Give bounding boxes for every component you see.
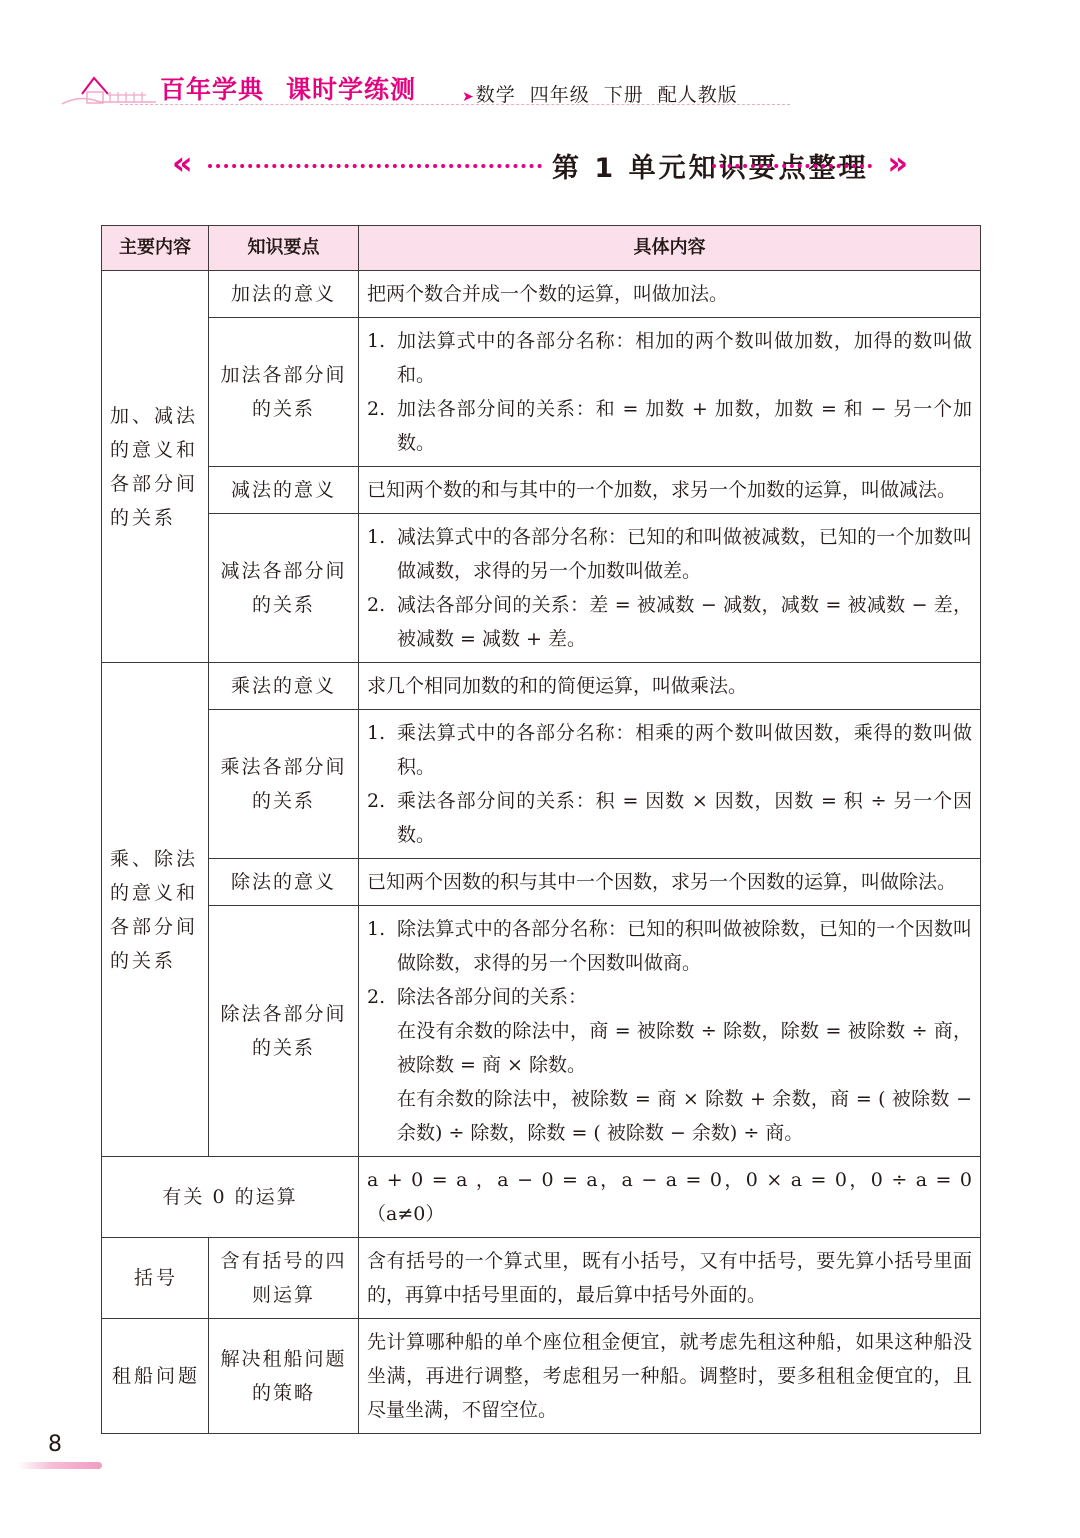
- table-header-row: [102, 226, 981, 271]
- edition-label: 配人教版: [657, 84, 738, 106]
- dotted-line-left: [208, 164, 542, 168]
- content-cell: 已知两个因数的积与其中一个因数，求另一个因数的运算，叫做除法。: [359, 859, 981, 906]
- topic-cell: 乘、除法的意义和各部分间的关系: [102, 663, 209, 1157]
- point-cell: 减法各部分间的关系: [209, 514, 359, 663]
- content-cell: 含有括号的一个算式里，既有小括号，又有中括号，要先算小括号里面的，再算中括号里面的，最后算中括号外面的。: [359, 1238, 981, 1319]
- topic-cell: 括号: [102, 1238, 209, 1319]
- list-item: 2. 除法各部分间的关系：: [367, 986, 588, 1008]
- knowledge-table: [101, 225, 981, 1434]
- point-cell: 加法的意义: [209, 271, 359, 318]
- topic-cell: 有关 0 的运算: [102, 1157, 359, 1238]
- content-cell: 求几个相同加数的和的简便运算，叫做乘法。: [359, 663, 981, 710]
- point-cell: 乘法的意义: [209, 663, 359, 710]
- point-cell: 减法的意义: [209, 467, 359, 514]
- topic-cell: 租船问题: [102, 1319, 209, 1434]
- table-row: [102, 859, 981, 906]
- table-row: [102, 663, 981, 710]
- double-chevron-left-icon: «: [172, 144, 193, 182]
- content-cell: [359, 318, 981, 467]
- list-item: 1. 乘法算式中的各部分名称：相乘的两个数叫做因数，乘得的数叫做积。: [367, 722, 972, 778]
- series-name: 课时学练测: [286, 75, 417, 104]
- list-item: 1. 减法算式中的各部分名称：已知的和叫做被减数，已知的一个加数叫做减数，求得的另一个加数叫做差。: [367, 526, 972, 582]
- table-row: [102, 906, 981, 1157]
- col-header-topic: 主要内容: [102, 226, 209, 271]
- table-row: [102, 271, 981, 318]
- subject-label: 数学: [475, 84, 516, 106]
- content-cell: 把两个数合并成一个数的运算，叫做加法。: [359, 271, 981, 318]
- list-item: 1. 除法算式中的各部分名称：已知的积叫做被除数，已知的一个因数叫做除数，求得的另一个因数叫做商。: [367, 918, 972, 974]
- page-number-bar: [18, 1462, 102, 1469]
- header-divider: [120, 104, 790, 105]
- point-cell: 加法各部分间的关系: [209, 318, 359, 467]
- content-cell: a + 0 = a ，a − 0 = a，a − a = 0，0 × a = 0，0 ÷ a = 0 （a≠0）: [359, 1157, 981, 1238]
- sub-item: 在没有余数的除法中，商 = 被除数 ÷ 除数，除数 = 被除数 ÷ 商，被除数 = 商 × 除数。: [397, 1020, 972, 1076]
- list-item: 2. 乘法各部分间的关系：积 = 因数 × 因数，因数 = 积 ÷ 另一个因数。: [367, 790, 972, 846]
- content-cell: 已知两个数的和与其中的一个加数，求另一个加数的运算，叫做减法。: [359, 467, 981, 514]
- page-number: 8: [48, 1432, 62, 1457]
- dotted-line-right: [712, 164, 872, 168]
- col-header-point: 知识要点: [209, 226, 359, 271]
- point-cell: 解决租船问题的策略: [209, 1319, 359, 1434]
- table-row: [102, 1238, 981, 1319]
- list-item: 2. 加法各部分间的关系：和 = 加数 + 加数，加数 = 和 − 另一个加数。: [367, 398, 972, 454]
- table-row: [102, 514, 981, 663]
- point-cell: 乘法各部分间的关系: [209, 710, 359, 859]
- table-row: [102, 467, 981, 514]
- table-row: [102, 318, 981, 467]
- point-cell: 除法的意义: [209, 859, 359, 906]
- unit-title: 第 1 单元知识要点整理: [552, 153, 869, 184]
- unit-title-banner: [172, 140, 908, 190]
- topic-cell: 加、减法的意义和各部分间的关系: [102, 271, 209, 663]
- content-cell: [359, 710, 981, 859]
- volume-label: 下册: [603, 84, 644, 106]
- point-cell: 含有括号的四则运算: [209, 1238, 359, 1319]
- table-row: [102, 1319, 981, 1434]
- content-cell: 先计算哪种船的单个座位租金便宜，就考虑先租这种船，如果这种船没坐满，再进行调整，考虑租另一种船。调整时，要多租租金便宜的，且尽量坐满，不留空位。: [359, 1319, 981, 1434]
- list-item: 2. 减法各部分间的关系：差 = 被减数 − 减数，减数 = 被减数 − 差，被减数 = 减数 + 差。: [367, 594, 972, 650]
- double-chevron-right-icon: »: [887, 144, 908, 182]
- table-row: [102, 1157, 981, 1238]
- brand-name: 百年学典: [160, 75, 265, 104]
- col-header-content: 具体内容: [359, 226, 981, 271]
- list-item: 1. 加法算式中的各部分名称：相加的两个数叫做加数，加得的数叫做和。: [367, 330, 972, 386]
- point-cell: 除法各部分间的关系: [209, 906, 359, 1157]
- page-header: [60, 64, 790, 116]
- content-cell: [359, 906, 981, 1157]
- grade-label: 四年级: [529, 84, 590, 106]
- content-cell: [359, 514, 981, 663]
- sub-item: 在有余数的除法中，被除数 = 商 × 除数 + 余数，商 = ( 被除数 − 余数) ÷ 除数，除数 = ( 被除数 − 余数) ÷ 商。: [397, 1088, 972, 1144]
- arrow-icon: ➤: [462, 89, 474, 105]
- book-info: [462, 80, 752, 107]
- brand-title: [160, 70, 416, 106]
- table-row: [102, 710, 981, 859]
